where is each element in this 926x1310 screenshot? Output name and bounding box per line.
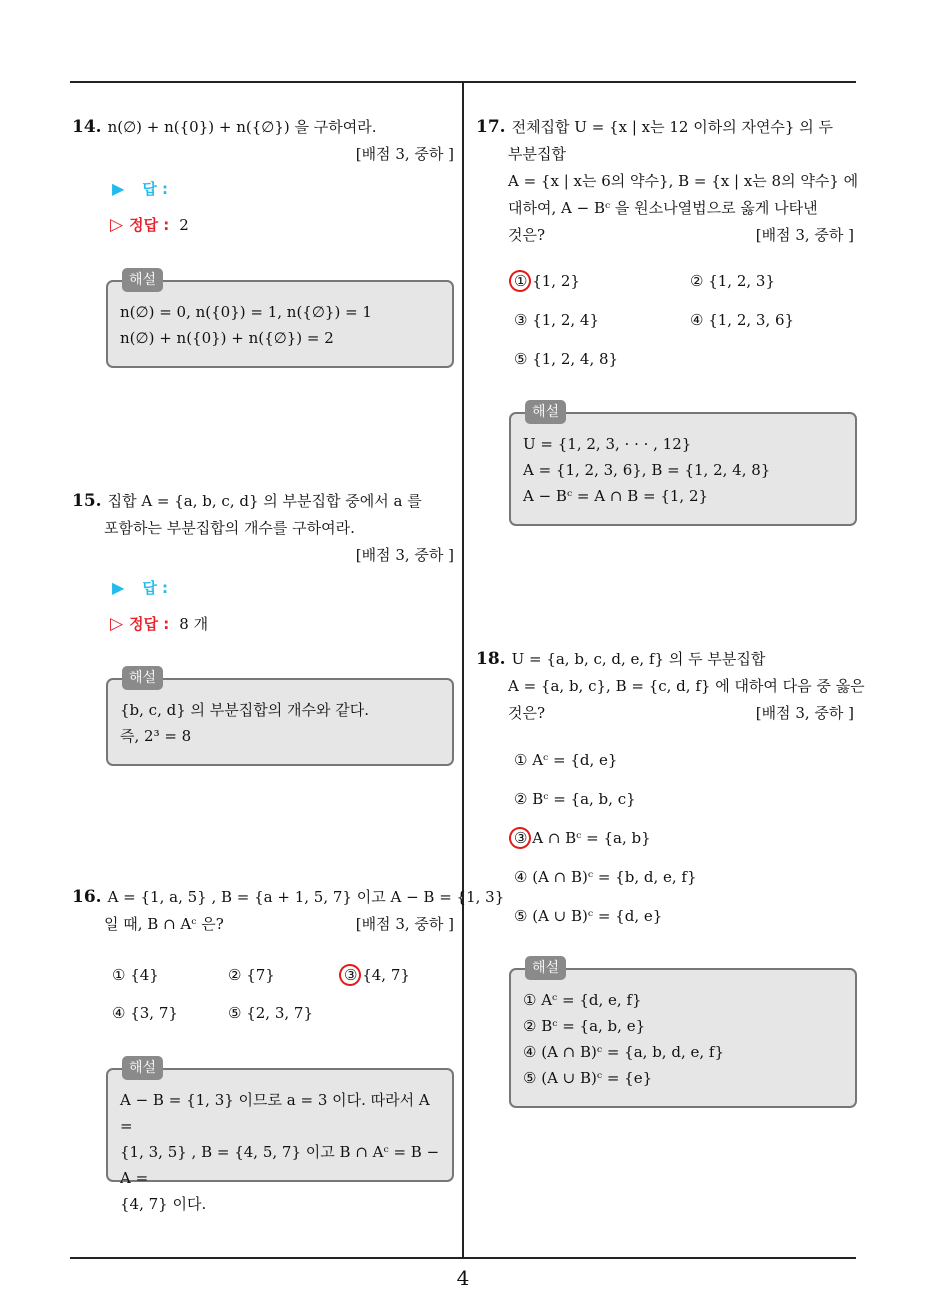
question-16	[72, 884, 505, 938]
explanation-line: ② Bᶜ = {a, b, e}	[523, 1017, 646, 1035]
question-text: 전체집합 U = {x | x는 12 이하의 자연수} 의 두	[511, 118, 833, 136]
triangle-outline-icon: ▷	[110, 613, 124, 634]
choice-3[interactable]: ③ {1, 2, 4}	[514, 311, 600, 329]
question-text: U = {a, b, c, d, e, f} 의 두 부분집합	[511, 650, 766, 668]
play-icon: ▶	[112, 179, 125, 198]
correct-value: 2	[179, 215, 189, 234]
explanation-tag: 해설	[122, 666, 163, 690]
question-text: A = {a, b, c}, B = {c, d, f} 에 대하여 다음 중 옳은	[508, 677, 865, 695]
answer-label: 답 :	[142, 180, 169, 198]
question-meta: [배점 3, 중하 ]	[755, 704, 854, 722]
correct-label: 정답 :	[129, 615, 170, 633]
question-14	[72, 114, 454, 168]
column-divider	[462, 83, 464, 1257]
question-text: n(∅) + n({0}) + n({∅}) 을 구하여라.	[107, 118, 377, 136]
explanation-box-17	[509, 404, 857, 526]
page-number: 4	[456, 1266, 470, 1290]
question-text: 포함하는 부분집합의 개수를 구하여라.	[104, 519, 355, 537]
explanation-line: ④ (A ∩ B)ᶜ = {a, b, d, e, f}	[523, 1043, 724, 1061]
explanation-line: A = {1, 2, 3, 6}, B = {1, 2, 4, 8}	[523, 461, 771, 479]
correct-value: 8 개	[179, 615, 209, 633]
choice-5[interactable]: ⑤ {1, 2, 4, 8}	[514, 350, 619, 368]
choice-4[interactable]: ④ {3, 7}	[112, 1004, 178, 1022]
answer-row-14	[112, 178, 168, 199]
question-text: 일 때, B ∩ Aᶜ 은?	[104, 915, 224, 933]
question-meta: [배점 3, 중하 ]	[355, 546, 454, 564]
choice-4[interactable]: ④ {1, 2, 3, 6}	[690, 311, 795, 329]
correct-label: 정답 :	[129, 216, 170, 234]
question-text: 대하여, A − Bᶜ 을 원소나열법으로 옳게 나타낸	[508, 199, 818, 217]
explanation-box-14	[106, 272, 454, 368]
question-text: A = {1, a, 5} , B = {a + 1, 5, 7} 이고 A − B = {1, 3}	[107, 888, 505, 906]
explanation-tag: 해설	[525, 956, 566, 980]
question-number: 18.	[476, 649, 506, 669]
explanation-box-18	[509, 960, 857, 1108]
correct-row-15	[110, 613, 208, 634]
choice-1[interactable]: ① {1, 2}	[514, 272, 580, 290]
play-icon: ▶	[112, 578, 125, 597]
explanation-tag: 해설	[122, 268, 163, 292]
question-meta: [배점 3, 중하 ]	[755, 226, 854, 244]
choice-3[interactable]: ③ {4, 7}	[344, 966, 410, 984]
triangle-outline-icon: ▷	[110, 214, 124, 235]
choice-2[interactable]: ② {7}	[228, 966, 275, 984]
explanation-line: {4, 7} 이다.	[120, 1195, 207, 1213]
question-number: 15.	[72, 491, 102, 511]
question-15	[72, 488, 454, 569]
explanation-box-16	[106, 1060, 454, 1213]
question-17	[476, 114, 859, 249]
explanation-line: A − Bᶜ = A ∩ B = {1, 2}	[523, 487, 709, 505]
question-text: A = {x | x는 6의 약수}, B = {x | x는 8의 약수} 에	[508, 172, 859, 190]
choice-2[interactable]: ② Bᶜ = {a, b, c}	[514, 790, 636, 808]
question-18	[476, 646, 865, 727]
answer-row-15	[112, 577, 168, 598]
explanation-line: 즉, 2³ = 8	[120, 727, 192, 745]
question-meta: [배점 3, 중하 ]	[355, 145, 454, 163]
choice-5[interactable]: ⑤ (A ∪ B)ᶜ = {d, e}	[514, 907, 663, 925]
explanation-tag: 해설	[525, 400, 566, 424]
answer-label: 답 :	[142, 579, 169, 597]
choice-1[interactable]: ① {4}	[112, 966, 159, 984]
explanation-line: U = {1, 2, 3, · · · , 12}	[523, 435, 692, 453]
question-text: 집합 A = {a, b, c, d} 의 부분집합 중에서 a 를	[107, 492, 422, 510]
question-number: 16.	[72, 887, 102, 907]
explanation-line: {1, 3, 5} , B = {4, 5, 7} 이고 B ∩ Aᶜ = B − A =	[120, 1143, 440, 1187]
bottom-rule	[70, 1257, 856, 1259]
explanation-line: n(∅) + n({0}) + n({∅}) = 2	[120, 329, 334, 347]
explanation-line: ① Aᶜ = {d, e, f}	[523, 991, 642, 1009]
question-number: 14.	[72, 117, 102, 137]
question-meta: [배점 3, 중하 ]	[355, 915, 454, 933]
explanation-line: {b, c, d} 의 부분집합의 개수와 같다.	[120, 701, 369, 719]
question-text: 것은?	[508, 704, 546, 722]
explanation-line: ⑤ (A ∪ B)ᶜ = {e}	[523, 1069, 653, 1087]
question-number: 17.	[476, 117, 506, 137]
choice-4[interactable]: ④ (A ∩ B)ᶜ = {b, d, e, f}	[514, 868, 697, 886]
explanation-box-15	[106, 670, 454, 766]
choice-5[interactable]: ⑤ {2, 3, 7}	[228, 1004, 314, 1022]
explanation-line: A − B = {1, 3} 이므로 a = 3 이다. 따라서 A =	[120, 1091, 430, 1135]
correct-row-14	[110, 214, 189, 235]
choice-2[interactable]: ② {1, 2, 3}	[690, 272, 776, 290]
choice-1[interactable]: ① Aᶜ = {d, e}	[514, 751, 618, 769]
question-text: 부분집합	[508, 145, 566, 163]
explanation-line: n(∅) = 0, n({0}) = 1, n({∅}) = 1	[120, 303, 372, 321]
explanation-tag: 해설	[122, 1056, 163, 1080]
choice-3[interactable]: ③ A ∩ Bᶜ = {a, b}	[514, 829, 651, 847]
question-text: 것은?	[508, 226, 546, 244]
